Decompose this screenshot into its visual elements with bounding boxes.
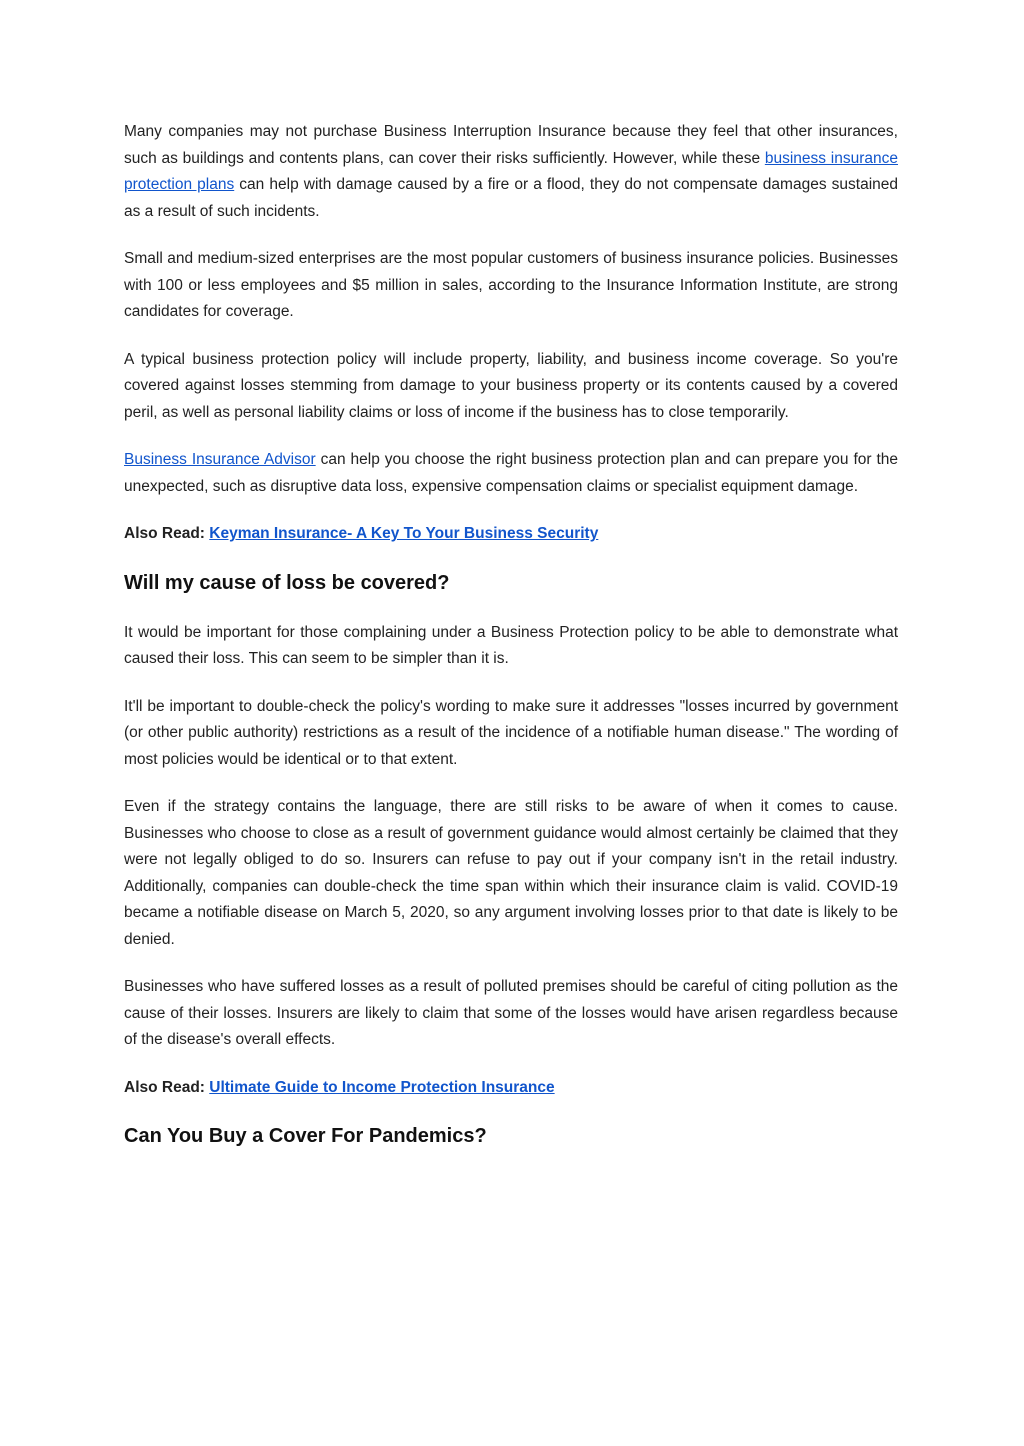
paragraph-policy-wording: It'll be important to double-check the policy's wording to make sure it addresses "losses incurred by government (or other public authority) restrictions as a result of the incidence of a notifiable human disease." The wording of most policies would be identical or to that extent. <box>124 697 898 768</box>
paragraph-text: can help you choose the right business protection plan and can prepare you for the unexpected, such as disruptive data loss, expensive compensation claims or specialist equipment damage. <box>124 451 899 495</box>
paragraph-demonstrate-loss: It would be important for those complaining under a Business Protection policy to be able to demonstrate what caused their loss. This can seem to be simpler than it is. <box>124 623 898 667</box>
heading-cause-of-loss: Will my cause of loss be covered? <box>124 571 450 594</box>
link-keyman-insurance[interactable]: Keyman Insurance- A Key To Your Business Security <box>209 525 599 542</box>
paragraph-text: Many companies may not purchase Business Interruption Insurance because they feel that other insurances, such as buildings and contents plans, can cover their risks sufficiently. However, while these <box>124 123 898 167</box>
paragraph-polluted-premises: Businesses who have suffered losses as a result of polluted premises should be careful of citing pollution as the cause of their losses. Insurers are likely to claim that some of the losses would have arisen regardless because of the disease's overall effects. <box>124 978 898 1048</box>
also-read-label: Also Read: <box>124 1078 210 1096</box>
heading-pandemic-cover: Can You Buy a Cover For Pandemics? <box>124 1125 487 1147</box>
also-read-income-protection <box>124 1075 898 1102</box>
paragraph-sme-customers: Small and medium-sized enterprises are the most popular customers of business insurance policies. Businesses with 100 or less employees and $5 million in sales, according to the Insurance Information Institute, are strong candidates for coverage. <box>124 250 898 320</box>
link-business-insurance-protection-plans[interactable]: business insurance protection plans <box>124 149 898 193</box>
also-read-keyman <box>124 521 898 548</box>
link-business-insurance-advisor[interactable]: Business Insurance Advisor <box>124 451 316 468</box>
also-read-label: Also Read: <box>124 525 210 542</box>
paragraph-business-interruption <box>124 119 898 225</box>
paragraph-advisor <box>124 447 898 500</box>
paragraph-risks-cause: Even if the strategy contains the language, there are still risks to be aware of when it comes to cause. Businesses who choose to close as a result of government guidance would almost certainly be claimed that they were not legally obliged to do so. Insurers can refuse to pay out if your company isn't in the retail industry. Additionally, companies can double-check the time span within which their insurance claim is valid. COVID-19 became a notifiable disease on March 5, 2020, so any argument involving losses prior to that date is likely to be denied. <box>124 798 898 948</box>
document-page <box>124 119 898 1173</box>
link-income-protection-guide[interactable]: Ultimate Guide to Income Protection Insurance <box>209 1078 555 1096</box>
paragraph-text: can help with damage caused by a fire or a flood, they do not compensate damages sustained as a result of such incidents. <box>124 176 899 220</box>
paragraph-typical-policy: A typical business protection policy will include property, liability, and business income coverage. So you're covered against losses stemming from damage to your business property or its contents caused by a covered peril, as well as personal liability claims or loss of income if the business has to close temporarily. <box>124 350 898 421</box>
